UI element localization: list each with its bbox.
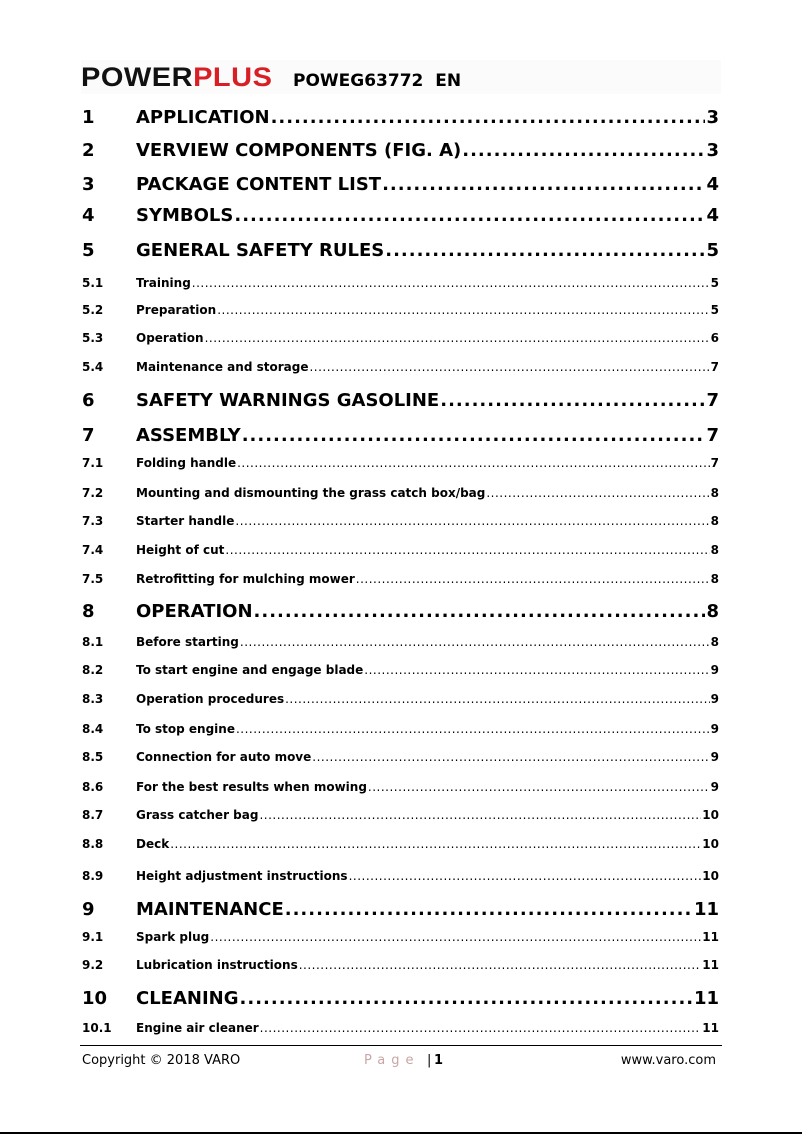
toc-entry[interactable] xyxy=(82,750,719,765)
toc-dot-leader xyxy=(299,958,702,973)
toc-entry-number: 8.5 xyxy=(82,750,104,764)
toc-entry[interactable] xyxy=(82,572,719,587)
toc-entry-title: Connection for auto move xyxy=(136,750,312,764)
page-header xyxy=(81,60,721,94)
toc-dot-leader xyxy=(285,692,710,707)
toc-entry-page: 7 xyxy=(710,360,719,374)
toc-entry[interactable] xyxy=(82,276,719,291)
toc-entry-page: 8 xyxy=(706,601,719,622)
toc-entry-number: 10 xyxy=(82,988,108,1009)
toc-dot-leader xyxy=(210,930,701,945)
toc-entry-page: 8 xyxy=(710,514,719,528)
toc-entry-number: 9.2 xyxy=(82,958,104,972)
toc-dot-leader xyxy=(312,750,709,765)
toc-entry-title: To start engine and engage blade xyxy=(136,663,364,677)
toc-dot-leader xyxy=(271,107,706,129)
toc-entry-title: Retrofitting for mulching mower xyxy=(136,572,355,586)
toc-entry-page: 8 xyxy=(710,543,719,557)
toc-entry-number: 8.4 xyxy=(82,722,104,736)
toc-entry-page: 6 xyxy=(710,331,719,345)
toc-dot-leader xyxy=(259,808,701,823)
toc-dot-leader xyxy=(217,303,709,318)
toc-entry-number: 6 xyxy=(82,390,95,411)
toc-entry-page: 5 xyxy=(710,276,719,290)
toc-entry[interactable] xyxy=(82,360,719,375)
toc-entry-page: 5 xyxy=(706,240,719,261)
toc-entry-page: 9 xyxy=(710,750,719,764)
toc-entry-title: For the best results when mowing xyxy=(136,780,367,794)
toc-entry-title: CLEANING xyxy=(136,988,239,1009)
toc-entry[interactable] xyxy=(82,107,719,129)
toc-entry[interactable] xyxy=(82,240,719,262)
toc-dot-leader xyxy=(368,780,710,795)
toc-entry[interactable] xyxy=(82,331,719,346)
bottom-edge-rule xyxy=(0,1132,802,1134)
toc-entry-title: Starter handle xyxy=(136,514,235,528)
toc-entry[interactable] xyxy=(82,543,719,558)
toc-entry[interactable] xyxy=(82,456,719,471)
toc-entry-page: 11 xyxy=(702,1021,719,1035)
toc-entry-number: 8.2 xyxy=(82,663,104,677)
toc-entry[interactable] xyxy=(82,205,719,227)
toc-entry-number: 2 xyxy=(82,140,95,161)
toc-entry-title: Mounting and dismounting the grass catch box/bag xyxy=(136,486,486,500)
toc-entry-page: 7 xyxy=(706,390,719,411)
toc-dot-leader xyxy=(385,240,705,262)
toc-dot-leader xyxy=(260,1021,702,1036)
toc-entry-number: 8 xyxy=(82,601,95,622)
toc-entry-page: 4 xyxy=(706,205,719,226)
page-separator: | xyxy=(427,1053,432,1068)
toc-entry-title: Engine air cleaner xyxy=(136,1021,259,1035)
toc-entry[interactable] xyxy=(82,635,719,650)
toc-entry-page: 9 xyxy=(710,663,719,677)
toc-entry[interactable] xyxy=(82,390,719,412)
model-language-title: POWEG63772 EN xyxy=(293,71,462,91)
toc-entry[interactable] xyxy=(82,514,719,529)
toc-entry-number: 8.3 xyxy=(82,692,104,706)
toc-entry[interactable] xyxy=(82,486,719,501)
toc-entry-title: Deck xyxy=(136,837,170,851)
brand-logo xyxy=(81,64,272,92)
toc-entry-title: GENERAL SAFETY RULES xyxy=(136,240,385,261)
toc-entry-number: 8.9 xyxy=(82,869,104,883)
toc-entry-number: 5.3 xyxy=(82,331,104,345)
toc-dot-leader xyxy=(285,899,693,921)
toc-entry-page: 3 xyxy=(706,140,719,161)
toc-entry[interactable] xyxy=(82,303,719,318)
toc-entry-title: Operation procedures xyxy=(136,692,285,706)
toc-entry[interactable] xyxy=(82,808,719,823)
toc-entry-page: 9 xyxy=(710,722,719,736)
toc-dot-leader xyxy=(382,174,705,196)
toc-dot-leader xyxy=(170,837,701,852)
toc-entry-title: Maintenance and storage xyxy=(136,360,309,374)
toc-entry-number: 5.2 xyxy=(82,303,104,317)
toc-entry-title: APPLICATION xyxy=(136,107,270,128)
toc-entry-number: 8.7 xyxy=(82,808,104,822)
toc-entry-title: Lubrication instructions xyxy=(136,958,298,972)
toc-entry-title: To stop engine xyxy=(136,722,235,736)
toc-entry[interactable] xyxy=(82,837,719,852)
toc-entry-page: 10 xyxy=(702,808,719,822)
toc-entry[interactable] xyxy=(82,1021,719,1036)
toc-entry-number: 7.2 xyxy=(82,486,104,500)
website-link[interactable]: www.varo.com xyxy=(620,1053,716,1068)
page-footer xyxy=(82,1052,716,1070)
toc-entry-number: 5 xyxy=(82,240,95,261)
toc-entry-number: 8.6 xyxy=(82,780,104,794)
toc-entry-page: 7 xyxy=(710,456,719,470)
toc-entry-title: Preparation xyxy=(136,303,217,317)
toc-entry-page: 11 xyxy=(693,988,719,1009)
toc-entry[interactable] xyxy=(82,722,719,737)
toc-entry-number: 8.1 xyxy=(82,635,104,649)
toc-entry-title: Folding handle xyxy=(136,456,237,470)
toc-entry-number: 10.1 xyxy=(82,1021,112,1035)
toc-entry-page: 4 xyxy=(706,174,719,195)
toc-entry-page: 10 xyxy=(702,837,719,851)
toc-entry-page: 11 xyxy=(702,958,719,972)
toc-entry-page: 8 xyxy=(710,572,719,586)
toc-entry-title: Height of cut xyxy=(136,543,225,557)
toc-entry[interactable] xyxy=(82,663,719,678)
toc-dot-leader xyxy=(254,601,706,623)
toc-entry-number: 9.1 xyxy=(82,930,104,944)
toc-dot-leader xyxy=(440,390,705,412)
toc-entry-number: 1 xyxy=(82,107,95,128)
toc-entry-page: 8 xyxy=(710,635,719,649)
toc-entry-page: 11 xyxy=(702,930,719,944)
toc-dot-leader xyxy=(235,514,709,529)
toc-entry-title: SAFETY WARNINGS GASOLINE xyxy=(136,390,440,411)
toc-entry[interactable] xyxy=(82,425,719,447)
toc-entry-title: SYMBOLS xyxy=(136,205,234,226)
page-label: Page xyxy=(364,1053,420,1068)
toc-dot-leader xyxy=(486,486,709,501)
toc-entry-title: Spark plug xyxy=(136,930,210,944)
toc-entry[interactable] xyxy=(82,869,719,884)
toc-entry-page: 8 xyxy=(710,486,719,500)
toc-entry-page: 9 xyxy=(710,692,719,706)
toc-entry-page: 9 xyxy=(710,780,719,794)
toc-dot-leader xyxy=(349,869,702,884)
toc-entry-title: MAINTENANCE xyxy=(136,899,284,920)
toc-dot-leader xyxy=(240,635,710,650)
toc-entry-title: Operation xyxy=(136,331,204,345)
toc-entry-number: 5.1 xyxy=(82,276,104,290)
toc-entry-title: VERVIEW COMPONENTS (FIG. A) xyxy=(136,140,462,161)
toc-entry-title: Height adjustment instructions xyxy=(136,869,348,883)
toc-entry-number: 7.3 xyxy=(82,514,104,528)
toc-dot-leader xyxy=(462,140,705,162)
toc-entry-title: ASSEMBLY xyxy=(136,425,241,446)
toc-dot-leader xyxy=(364,663,709,678)
toc-entry-page: 10 xyxy=(702,869,719,883)
toc-dot-leader xyxy=(309,360,709,375)
toc-entry-number: 4 xyxy=(82,205,95,226)
toc-dot-leader xyxy=(356,572,710,587)
copyright-text: Copyright © 2018 VARO xyxy=(82,1053,241,1068)
toc-entry[interactable] xyxy=(82,692,719,707)
toc-dot-leader xyxy=(236,722,710,737)
toc-entry-title: PACKAGE CONTENT LIST xyxy=(136,174,382,195)
toc-entry-page: 3 xyxy=(706,107,719,128)
toc-entry-title: OPERATION xyxy=(136,601,253,622)
toc-entry[interactable] xyxy=(82,899,719,921)
toc-entry-title: Grass catcher bag xyxy=(136,808,259,822)
toc-dot-leader xyxy=(240,988,693,1010)
toc-entry-number: 9 xyxy=(82,899,95,920)
toc-dot-leader xyxy=(242,425,706,447)
toc-dot-leader xyxy=(192,276,710,291)
toc-entry-number: 7.4 xyxy=(82,543,104,557)
toc-entry[interactable] xyxy=(82,140,719,162)
toc-dot-leader xyxy=(234,205,705,227)
page-number: 1 xyxy=(434,1053,444,1068)
footer-divider xyxy=(80,1045,722,1046)
toc-entry-number: 3 xyxy=(82,174,95,195)
toc-entry[interactable] xyxy=(82,958,719,973)
toc-entry-number: 7 xyxy=(82,425,95,446)
toc-entry-number: 5.4 xyxy=(82,360,104,374)
toc-entry-number: 7.5 xyxy=(82,572,104,586)
toc-entry[interactable] xyxy=(82,174,719,196)
toc-entry-page: 11 xyxy=(693,899,719,920)
toc-entry[interactable] xyxy=(82,988,719,1010)
toc-dot-leader xyxy=(237,456,710,471)
toc-entry-number: 8.8 xyxy=(82,837,104,851)
toc-entry-page: 5 xyxy=(710,303,719,317)
toc-entry-number: 7.1 xyxy=(82,456,104,470)
toc-dot-leader xyxy=(225,543,709,558)
toc-entry-title: Training xyxy=(136,276,191,290)
logo-plus: PLUS xyxy=(193,63,273,93)
toc-entry-title: Before starting xyxy=(136,635,239,649)
toc-entry-page: 7 xyxy=(706,425,719,446)
logo-power: POWER xyxy=(81,63,194,93)
toc-entry[interactable] xyxy=(82,780,719,795)
toc-entry[interactable] xyxy=(82,930,719,945)
toc-entry[interactable] xyxy=(82,601,719,623)
toc-dot-leader xyxy=(205,331,710,346)
